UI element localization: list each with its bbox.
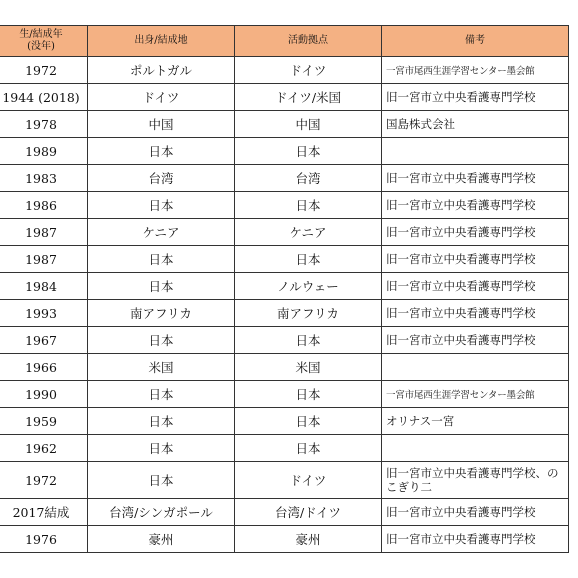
cell-year: 1966 — [0, 354, 88, 381]
cell-origin: 日本 — [88, 462, 235, 499]
cell-origin: 台湾 — [88, 165, 235, 192]
cell-base: 日本 — [235, 192, 382, 219]
header-note: 備考 — [382, 26, 569, 57]
cell-base: ノルウェー — [235, 273, 382, 300]
cell-year: 2017結成 — [0, 499, 88, 526]
cell-base: ドイツ — [235, 57, 382, 84]
table-row — [0, 138, 569, 165]
cell-year: 1993 — [0, 300, 88, 327]
cell-note: 旧一宮市立中央看護専門学校 — [382, 165, 569, 192]
cell-base: 日本 — [235, 138, 382, 165]
cell-year: 1976 — [0, 526, 88, 553]
cell-year: 1984 — [0, 273, 88, 300]
artist-table — [0, 25, 569, 553]
cell-origin: 豪州 — [88, 526, 235, 553]
table-row — [0, 273, 569, 300]
cell-base: 台湾 — [235, 165, 382, 192]
cell-note: 旧一宮市立中央看護専門学校 — [382, 246, 569, 273]
cell-note: 一宮市尾西生涯学習センター墨会館 — [382, 57, 569, 84]
table-row — [0, 111, 569, 138]
cell-year: 1990 — [0, 381, 88, 408]
table-row — [0, 408, 569, 435]
cell-year: 1987 — [0, 219, 88, 246]
cell-note: 旧一宮市立中央看護専門学校 — [382, 499, 569, 526]
header-row — [0, 26, 569, 57]
cell-note: 旧一宮市立中央看護専門学校 — [382, 300, 569, 327]
table-row — [0, 192, 569, 219]
cell-note: 旧一宮市立中央看護専門学校、のこぎり二 — [382, 462, 569, 499]
cell-origin: 中国 — [88, 111, 235, 138]
cell-note — [382, 138, 569, 165]
cell-origin: 米国 — [88, 354, 235, 381]
cell-origin: 日本 — [88, 273, 235, 300]
cell-origin: 南アフリカ — [88, 300, 235, 327]
table-row — [0, 84, 569, 111]
cell-note: オリナス一宮 — [382, 408, 569, 435]
cell-base: ドイツ/米国 — [235, 84, 382, 111]
cell-base: 日本 — [235, 408, 382, 435]
table-row — [0, 435, 569, 462]
cell-origin: 台湾/シンガポール — [88, 499, 235, 526]
header-year — [0, 26, 88, 57]
cell-note: 一宮市尾西生涯学習センター墨会館 — [382, 381, 569, 408]
cell-year: 1972 — [0, 462, 88, 499]
cell-origin: 日本 — [88, 327, 235, 354]
cell-base: ドイツ — [235, 462, 382, 499]
header-origin: 出身/結成地 — [88, 26, 235, 57]
cell-note: 旧一宮市立中央看護専門学校 — [382, 273, 569, 300]
cell-base: 日本 — [235, 435, 382, 462]
cell-note: 旧一宮市立中央看護専門学校 — [382, 526, 569, 553]
cell-note: 旧一宮市立中央看護専門学校 — [382, 219, 569, 246]
cell-origin: 日本 — [88, 435, 235, 462]
cell-year: 1972 — [0, 57, 88, 84]
header-year-line2: (没年) — [27, 41, 55, 52]
cell-year: 1944 (2018) — [0, 84, 88, 111]
cell-note: 旧一宮市立中央看護専門学校 — [382, 84, 569, 111]
table-row — [0, 219, 569, 246]
cell-note — [382, 354, 569, 381]
cell-year: 1962 — [0, 435, 88, 462]
cell-origin: 日本 — [88, 192, 235, 219]
table-row — [0, 246, 569, 273]
cell-base: 日本 — [235, 246, 382, 273]
table-row — [0, 300, 569, 327]
cell-year: 1967 — [0, 327, 88, 354]
cell-origin: ポルトガル — [88, 57, 235, 84]
cell-year: 1987 — [0, 246, 88, 273]
cell-year: 1983 — [0, 165, 88, 192]
table-row — [0, 165, 569, 192]
cell-base: 台湾/ドイツ — [235, 499, 382, 526]
cell-year: 1959 — [0, 408, 88, 435]
table-body — [0, 57, 569, 553]
header-base: 活動拠点 — [235, 26, 382, 57]
table-row — [0, 526, 569, 553]
cell-base: 中国 — [235, 111, 382, 138]
cell-year: 1978 — [0, 111, 88, 138]
cell-base: 日本 — [235, 381, 382, 408]
table-row — [0, 381, 569, 408]
cell-origin: 日本 — [88, 246, 235, 273]
table-row — [0, 462, 569, 499]
cell-base: 日本 — [235, 327, 382, 354]
cell-year: 1989 — [0, 138, 88, 165]
header-year-line1: 生/結成年 — [19, 29, 63, 40]
cell-origin: 日本 — [88, 381, 235, 408]
cell-note — [382, 435, 569, 462]
cell-origin: 日本 — [88, 138, 235, 165]
cell-base: 米国 — [235, 354, 382, 381]
cell-note: 国島株式会社 — [382, 111, 569, 138]
cell-origin: 日本 — [88, 408, 235, 435]
cell-note: 旧一宮市立中央看護専門学校 — [382, 327, 569, 354]
table-row — [0, 499, 569, 526]
cell-origin: ケニア — [88, 219, 235, 246]
cell-base: 南アフリカ — [235, 300, 382, 327]
cell-base: 豪州 — [235, 526, 382, 553]
table-row — [0, 57, 569, 84]
cell-base: ケニア — [235, 219, 382, 246]
cell-origin: ドイツ — [88, 84, 235, 111]
cell-year: 1986 — [0, 192, 88, 219]
table-row — [0, 327, 569, 354]
table-row — [0, 354, 569, 381]
cell-note: 旧一宮市立中央看護専門学校 — [382, 192, 569, 219]
